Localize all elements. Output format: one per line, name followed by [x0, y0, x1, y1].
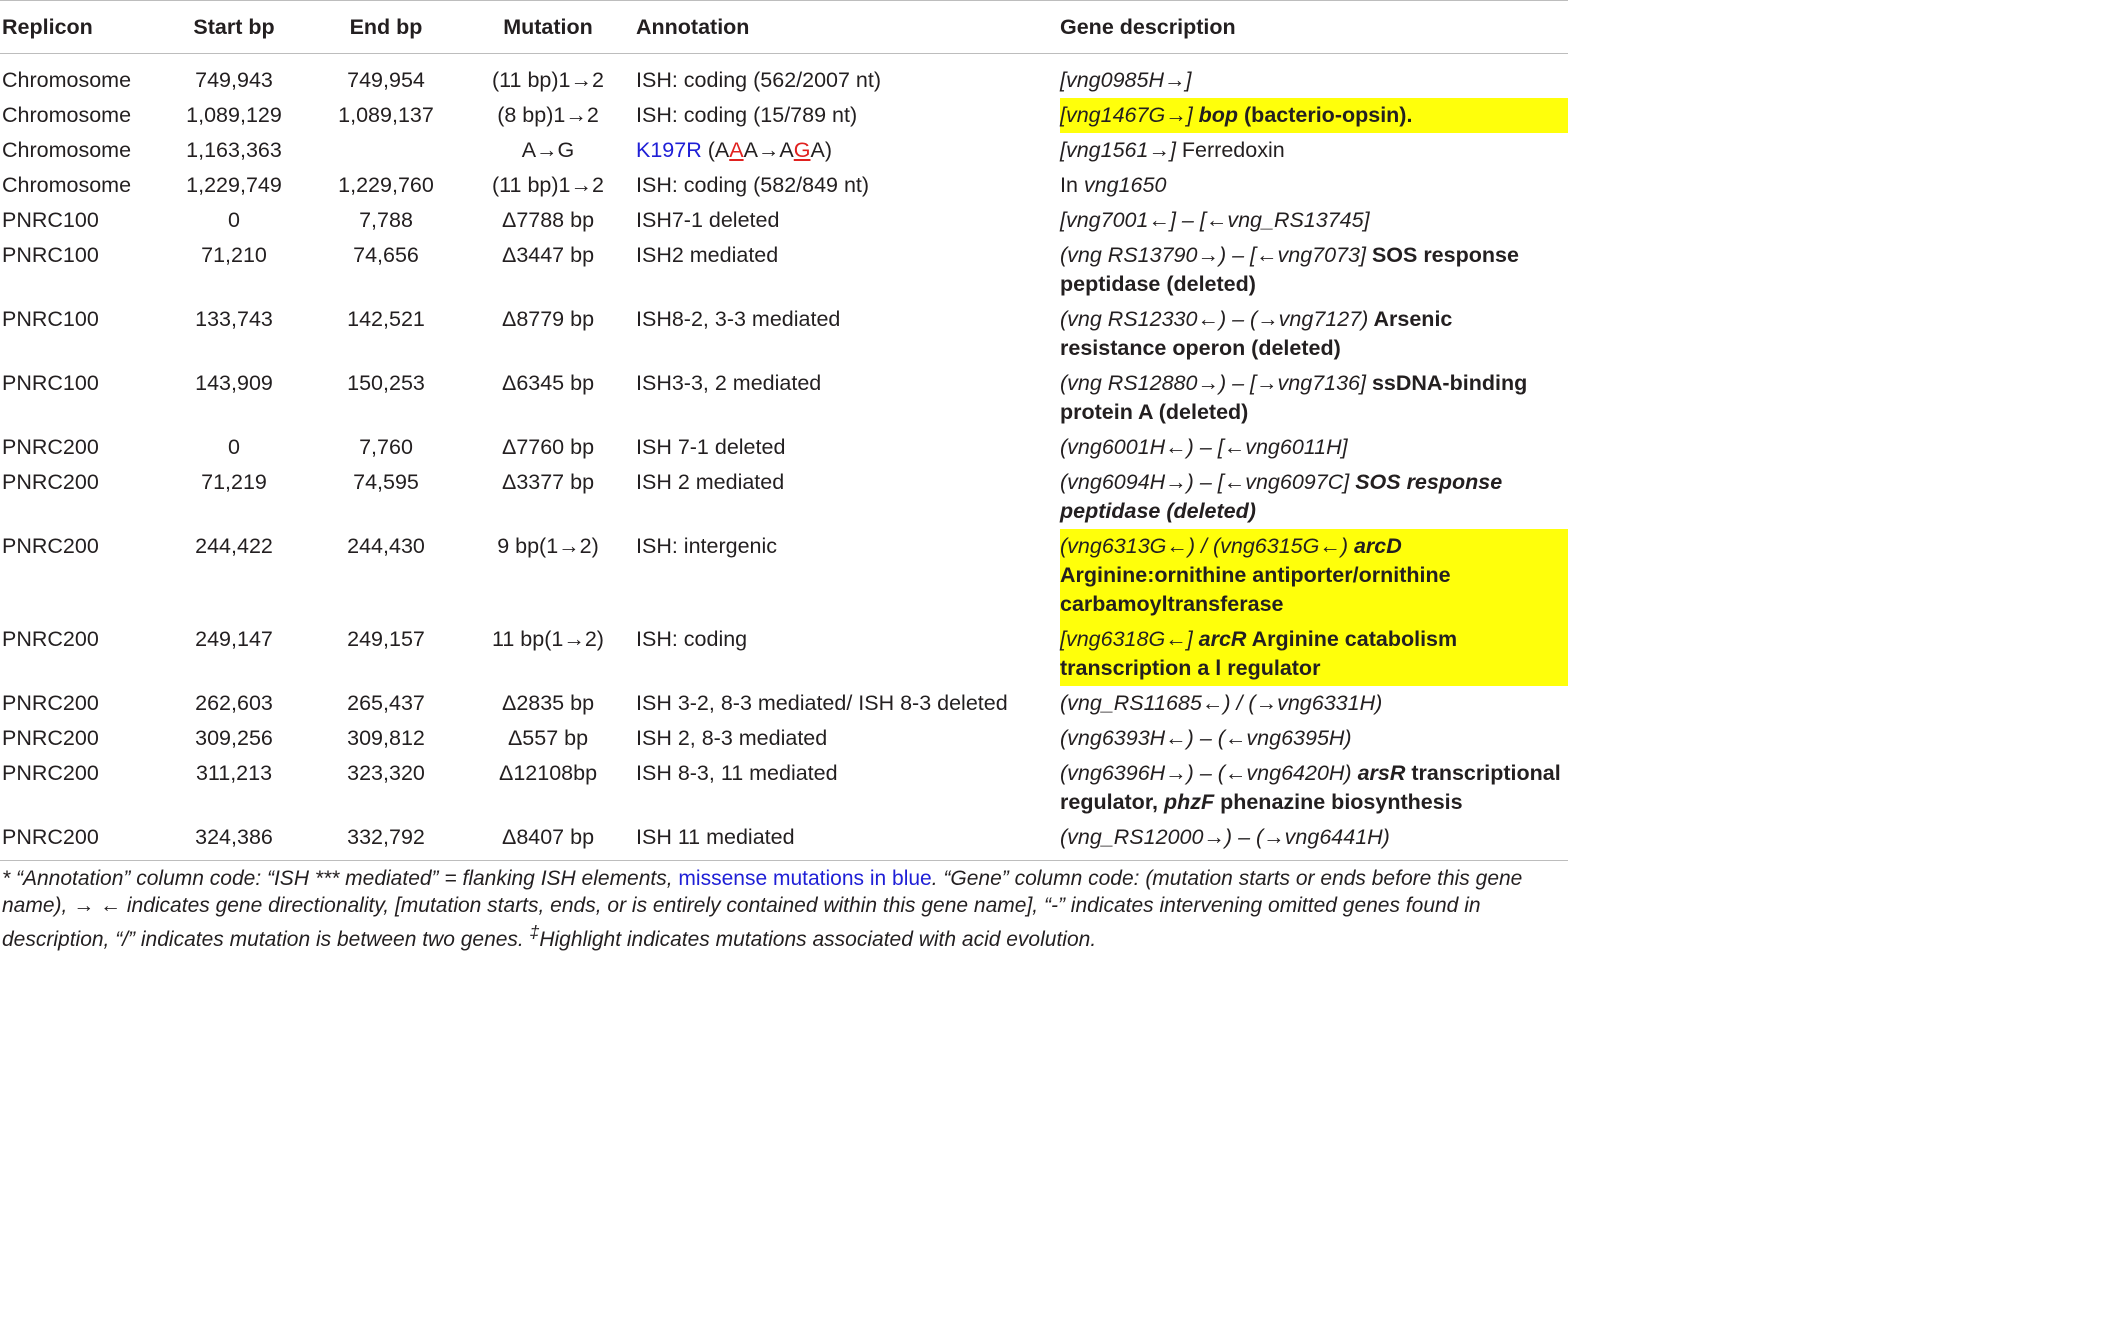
table-body [0, 54, 1568, 861]
cell-annotation: ISH 7-1 deleted [636, 435, 786, 459]
gene-fragment: (vng6313G←) / (vng6315G←) [1060, 534, 1354, 558]
annotation-fragment: A→A [743, 138, 794, 162]
gene-fragment: (vng RS13790→) – [←vng7073] [1060, 243, 1366, 267]
footnote-missense-note: missense mutations in blue [678, 867, 932, 890]
gene-fragment: bop [1198, 103, 1239, 127]
cell-end-bp: 249,157 [347, 627, 425, 651]
table-header [0, 1, 1568, 54]
cell-replicon: PNRC200 [2, 691, 99, 715]
gene-fragment: [vng1561→] [1060, 138, 1176, 162]
table-row [0, 302, 1568, 366]
table-footnote [0, 861, 1564, 953]
cell-annotation: ISH 11 mediated [634, 820, 1060, 861]
header-replicon: Replicon [0, 1, 158, 54]
table-row [0, 366, 1568, 430]
cell-annotation: ISH: coding [636, 627, 748, 651]
gene-fragment: In [1060, 173, 1084, 197]
footnote-part3: Highlight indicates mutations associated with acid evolution. [539, 928, 1097, 951]
gene-fragment: phenazine biosynthesis [1214, 790, 1463, 814]
table-row [0, 203, 1568, 238]
annotation-fragment: K197R [636, 138, 702, 162]
gene-fragment: (vng6094H→) – [←vng6097C] [1060, 470, 1350, 494]
cell-annotation: ISH3-3, 2 mediated [636, 371, 822, 395]
cell-annotation: ISH: coding (15/789 nt) [636, 103, 858, 127]
gene-fragment: Ferredoxin [1175, 138, 1285, 162]
cell-replicon: PNRC200 [2, 470, 99, 494]
gene-fragment: [vng1467G→] [1060, 103, 1199, 127]
cell-replicon: PNRC200 [2, 627, 99, 651]
footnote-part2: . “Gene” column code: (mutation starts or ends before this gene name), → ← indicates gene directionality, [mutation starts, ends, or is entirely contained within this gene name], “-” indicates intervening omitted genes found in description, “/” indicates mutation is between two genes. [2, 867, 1523, 951]
cell-end-bp: 749,954 [347, 68, 425, 92]
gene-fragment: Arginine catabolism transcription a l regulator [1060, 627, 1458, 680]
cell-mutation: Δ557 bp [507, 726, 589, 750]
table-row [0, 133, 1568, 168]
cell-mutation: Δ2835 bp [501, 691, 595, 715]
cell-replicon: Chromosome [2, 138, 132, 162]
cell-start-bp: 71,219 [201, 470, 267, 494]
cell-gene-description [1060, 721, 1568, 756]
table-row [0, 54, 1568, 99]
gene-fragment: arcD [1353, 534, 1402, 558]
gene-fragment: [vng6318G←] [1060, 627, 1199, 651]
cell-start-bp: 249,147 [195, 627, 273, 651]
cell-gene-description [1060, 686, 1568, 721]
cell-end-bp: 309,812 [347, 726, 425, 750]
gene-fragment: Arginine:ornithine antiporter/ornithine carbamoyltransferase [1060, 563, 1451, 616]
cell-end-bp [310, 133, 462, 168]
table-row [0, 529, 1568, 622]
cell-annotation: ISH 3-2, 8-3 mediated/ ISH 8-3 deleted [636, 691, 1008, 715]
cell-mutation: A→G [521, 138, 575, 162]
table-row [0, 168, 1568, 203]
cell-end-bp: 244,430 [347, 534, 425, 558]
table-row [0, 238, 1568, 302]
cell-replicon: PNRC100 [2, 371, 99, 395]
mutation-table [0, 0, 1568, 861]
table-row [0, 98, 1568, 133]
cell-replicon: Chromosome [2, 68, 132, 92]
cell-replicon: PNRC100 [2, 243, 99, 267]
cell-mutation: Δ7760 bp [501, 435, 595, 459]
cell-replicon: PNRC200 [2, 761, 99, 785]
cell-annotation: ISH 2, 8-3 mediated [636, 726, 828, 750]
cell-annotation [634, 133, 1060, 168]
cell-start-bp: 133,743 [195, 307, 273, 331]
gene-fragment: arsR [1357, 761, 1406, 785]
cell-start-bp: 244,422 [195, 534, 273, 558]
gene-fragment: (vng RS12880→) – [→vng7136] [1060, 371, 1366, 395]
cell-start-bp: 324,386 [158, 820, 310, 861]
cell-gene-description [1060, 302, 1568, 366]
cell-replicon: PNRC100 [2, 307, 99, 331]
cell-start-bp: 0 [228, 435, 240, 459]
cell-start-bp: 749,943 [195, 68, 273, 92]
table-row [0, 686, 1568, 721]
footnote-part1: * “Annotation” column code: “ISH *** mediated” = flanking ISH elements, [2, 867, 679, 890]
gene-fragment: (vng_RS12000→) – (→vng6441H) [1060, 825, 1390, 849]
cell-end-bp: 1,089,137 [338, 103, 434, 127]
table-row [0, 465, 1568, 529]
gene-fragment: (bacterio-opsin). [1238, 103, 1413, 127]
table-row [0, 622, 1568, 686]
gene-fragment: (vng6001H←) – [←vng6011H] [1060, 435, 1348, 459]
cell-mutation: Δ7788 bp [501, 208, 595, 232]
cell-end-bp: 7,760 [359, 435, 413, 459]
cell-gene-description-highlighted [1060, 98, 1568, 133]
cell-end-bp: 265,437 [347, 691, 425, 715]
cell-end-bp: 323,320 [347, 761, 425, 785]
gene-fragment: phzF [1163, 790, 1215, 814]
cell-mutation: Δ8407 bp [462, 820, 634, 861]
gene-fragment: (vng6393H←) – (←vng6395H) [1060, 726, 1352, 750]
header-end-bp: End bp [310, 1, 462, 54]
cell-end-bp: 332,792 [310, 820, 462, 861]
header-annotation: Annotation [634, 1, 1060, 54]
gene-fragment: [vng7001←] – [←vng_RS13745] [1060, 208, 1370, 232]
gene-fragment: SOS response peptidase (deleted) [1060, 470, 1503, 523]
cell-mutation: Δ3447 bp [501, 243, 595, 267]
annotation-fragment: G [793, 138, 811, 162]
annotation-fragment: A [729, 138, 744, 162]
cell-annotation: ISH2 mediated [636, 243, 779, 267]
gene-fragment: transcriptional regulator, [1060, 761, 1561, 814]
gene-fragment: (vng RS12330←) – (→vng7127) [1060, 307, 1369, 331]
cell-annotation: ISH: coding (562/2007 nt) [636, 68, 882, 92]
cell-replicon: PNRC200 [0, 820, 158, 861]
gene-fragment: vng1650 [1083, 173, 1167, 197]
cell-replicon: Chromosome [2, 103, 132, 127]
table-row [0, 820, 1568, 861]
cell-gene-description [1060, 430, 1568, 465]
cell-gene-description [1060, 168, 1568, 203]
cell-replicon: PNRC200 [2, 435, 99, 459]
cell-start-bp: 1,163,363 [186, 138, 282, 162]
cell-gene-description [1060, 133, 1568, 168]
cell-gene-description [1060, 465, 1568, 529]
cell-mutation: (11 bp)1→2 [492, 68, 604, 92]
gene-fragment: [vng0985H→] [1060, 68, 1192, 92]
header-row [0, 1, 1568, 54]
cell-gene-description [1060, 756, 1568, 820]
table-row [0, 756, 1568, 820]
cell-end-bp: 150,253 [347, 371, 425, 395]
cell-mutation: (11 bp)1→2 [492, 173, 604, 197]
footnote-dagger: ‡ [529, 922, 540, 942]
annotation-fragment: (A [701, 138, 730, 162]
cell-mutation: Δ6345 bp [501, 371, 595, 395]
cell-end-bp: 7,788 [359, 208, 413, 232]
cell-annotation: ISH7-1 deleted [636, 208, 780, 232]
gene-fragment: arcR [1198, 627, 1247, 651]
gene-fragment: Arsenic resistance operon (deleted) [1060, 307, 1453, 360]
cell-start-bp: 1,229,749 [186, 173, 282, 197]
cell-replicon: PNRC200 [2, 534, 99, 558]
cell-mutation: Δ8779 bp [501, 307, 595, 331]
cell-gene-description [1060, 366, 1568, 430]
cell-end-bp: 74,656 [353, 243, 419, 267]
annotation-fragment: A) [810, 138, 832, 162]
cell-end-bp: 142,521 [347, 307, 425, 331]
cell-mutation: (8 bp)1→2 [497, 103, 599, 127]
cell-start-bp: 71,210 [201, 243, 267, 267]
gene-fragment: (vng_RS11685←) / (→vng6331H) [1060, 691, 1383, 715]
cell-replicon: PNRC100 [2, 208, 99, 232]
cell-start-bp: 0 [228, 208, 240, 232]
cell-gene-description-highlighted [1060, 529, 1568, 622]
table-row [0, 430, 1568, 465]
header-gene-description: Gene description [1060, 1, 1568, 54]
cell-mutation: Δ3377 bp [501, 470, 595, 494]
cell-mutation: 9 bp(1→2) [497, 534, 599, 558]
cell-start-bp: 262,603 [195, 691, 273, 715]
cell-annotation: ISH: intergenic [636, 534, 778, 558]
table-row [0, 721, 1568, 756]
mutation-table-container [0, 0, 1568, 861]
cell-mutation: Δ12108bp [498, 761, 598, 785]
cell-gene-description [1060, 54, 1568, 99]
cell-gene-description [1060, 820, 1568, 861]
cell-end-bp: 1,229,760 [338, 173, 434, 197]
header-mutation: Mutation [462, 1, 634, 54]
cell-annotation: ISH 2 mediated [636, 470, 785, 494]
cell-start-bp: 309,256 [195, 726, 273, 750]
cell-start-bp: 1,089,129 [186, 103, 282, 127]
header-start-bp: Start bp [158, 1, 310, 54]
cell-gene-description [1060, 203, 1568, 238]
cell-end-bp: 74,595 [353, 470, 419, 494]
cell-annotation: ISH8-2, 3-3 mediated [636, 307, 841, 331]
cell-start-bp: 311,213 [195, 761, 273, 785]
cell-start-bp: 143,909 [195, 371, 273, 395]
cell-gene-description-highlighted [1060, 622, 1568, 686]
cell-mutation: 11 bp(1→2) [492, 627, 604, 651]
cell-replicon: Chromosome [2, 173, 132, 197]
gene-fragment: (vng6396H→) – (←vng6420H) [1060, 761, 1358, 785]
cell-replicon: PNRC200 [2, 726, 99, 750]
gene-fragment: ssDNA-binding protein A (deleted) [1060, 371, 1528, 424]
cell-gene-description [1060, 238, 1568, 302]
cell-annotation: ISH: coding (582/849 nt) [636, 173, 870, 197]
gene-fragment: SOS response peptidase (deleted) [1060, 243, 1519, 296]
cell-annotation: ISH 8-3, 11 mediated [636, 761, 838, 785]
